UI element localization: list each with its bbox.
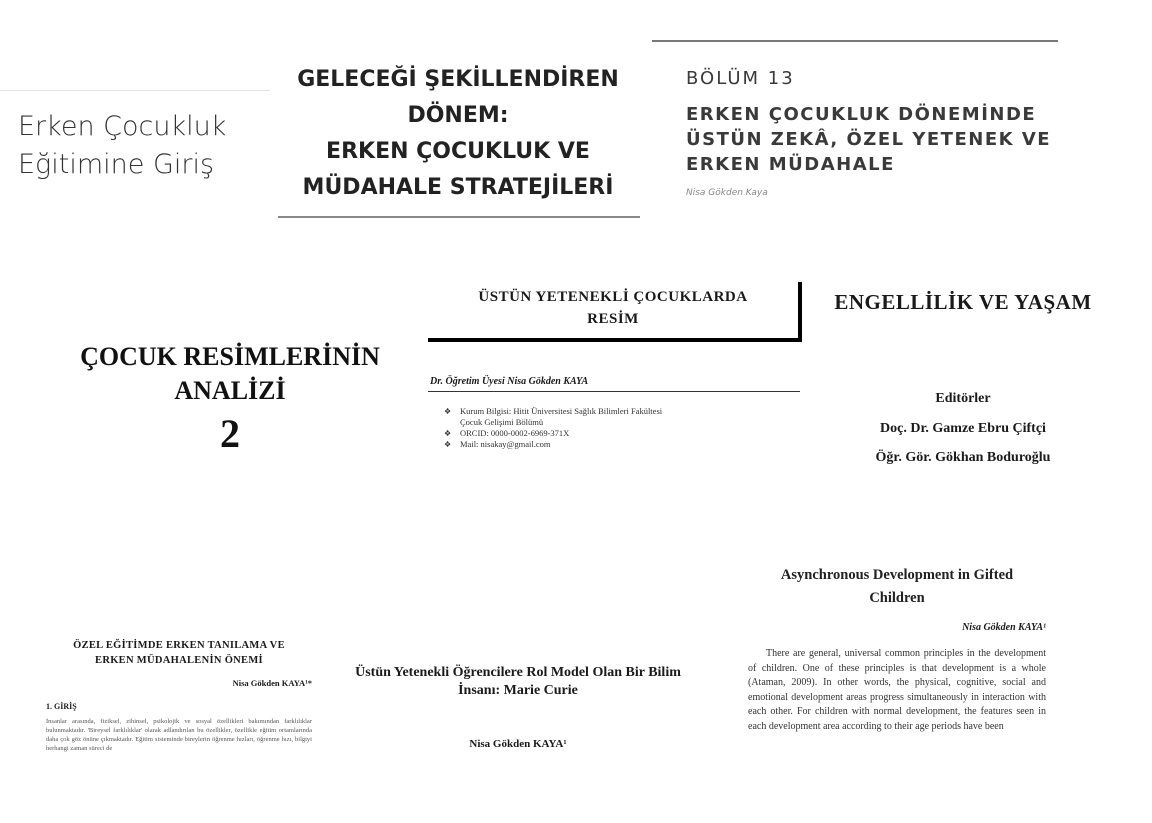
chapter-title-line2: RESİM	[587, 311, 639, 327]
chapter-number: BÖLÜM 13	[686, 68, 795, 89]
chapter-title-line3: ERKEN MÜDAHALE	[686, 154, 895, 175]
diamond-bullet-icon: ❖	[444, 440, 452, 449]
chapter-title-line2: İnsanı: Marie Curie	[458, 683, 578, 698]
book-title-line1: ÇOCUK RESİMLERİNİN	[80, 342, 380, 371]
author-info-list	[444, 406, 784, 450]
diamond-bullet-icon: ❖	[444, 407, 452, 416]
chapter-title	[686, 102, 1066, 177]
chapter-page-asynchronous-development	[748, 564, 1046, 763]
chapter-page-ozel-egitim	[46, 638, 312, 753]
book-title-cocuk-resimleri	[60, 340, 400, 457]
info-department: Çocuk Gelişimi Bölümü	[460, 417, 544, 427]
chapter-author: Nisa Gökden KAYA¹	[962, 622, 1046, 633]
volume-number: 2	[220, 411, 240, 456]
list-item	[444, 439, 784, 450]
info-orcid: ORCID: 0000-0002-6969-371X	[460, 428, 570, 438]
cover-title-line2: Eğitimine Giriş	[18, 149, 215, 180]
cover-title-line2: DÖNEM:	[407, 103, 509, 128]
chapter-title	[748, 564, 1046, 610]
chapter-title-line1: ÖZEL EĞİTİMDE ERKEN TANILAMA VE	[73, 640, 285, 651]
chapter-title-line2: Children	[869, 590, 925, 606]
editors-label: Editörler	[935, 391, 991, 406]
divider	[428, 391, 800, 392]
divider	[652, 40, 1058, 42]
chapter-title-line1: Asynchronous Development in Gifted	[780, 567, 1014, 583]
info-mail: Mail: nisakay@gmail.com	[460, 439, 551, 449]
list-item	[444, 428, 784, 439]
chapter-author: Dr. Öğretim Üyesi Nisa Gökden KAYA	[430, 376, 589, 387]
section-heading: 1. GİRİŞ	[46, 702, 77, 711]
chapter-title	[46, 638, 312, 668]
divider	[0, 90, 270, 91]
chapter-title-line2: ÜSTÜN ZEKÂ, ÖZEL YETENEK VE	[686, 129, 1052, 150]
editor-name: Öğr. Gör. Gökhan Boduroğlu	[875, 450, 1051, 465]
diamond-bullet-icon: ❖	[444, 429, 452, 438]
cover-title-line1: GELECEĞİ ŞEKİLLENDİREN	[297, 67, 619, 92]
chapter-author: Nisa Gökden KAYA¹	[469, 738, 567, 750]
chapter-author: Nisa Gökden Kaya	[686, 188, 768, 198]
chapter-title-line1: ÜSTÜN YETENEKLİ ÇOCUKLARDA	[478, 289, 748, 305]
cover-title-line4: MÜDAHALE STRATEJİLERİ	[302, 175, 614, 200]
book-title: ENGELLİLİK VE YAŞAM	[834, 290, 1092, 314]
list-item	[444, 406, 784, 417]
chapter-title-line1: ERKEN ÇOCUKLUK DÖNEMİNDE	[686, 104, 1037, 125]
book-title-engellilik-ve-yasam	[818, 290, 1108, 466]
body-text: There are general, universal common principles in the development of children. One of these principles is that development is a whole (Ataman, 2009). In other words, the physical, cognitive, social and emotional development areas progress simultaneously in interaction with each other. For children with normal development, the features seen in each development area according to their age periods have been	[748, 648, 1046, 732]
chapter-title-box	[428, 282, 802, 342]
cover-title-line3: ERKEN ÇOCUKLUK VE	[326, 139, 590, 164]
book-title-line2: ANALİZİ	[174, 376, 286, 405]
chapter-page-marie-curie	[334, 664, 702, 750]
book-title	[60, 340, 400, 408]
chapter-title	[334, 664, 702, 700]
cover-title-line1: Erken Çocukluk	[18, 111, 227, 142]
chapter-author: Nisa Gökden KAYA¹*	[232, 678, 312, 688]
body-text: İnsanlar arasında, fiziksel, zihinsel, psikolojik ve sosyal özellikleri bakımından farklılıklar bulunmaktadır. 'Bireysel farklılıklar' olarak adlandırılan bu özellikler, özellikle eğitim ortamlarında daha çok göz önüne çıkmaktadır. Eğitim sisteminde bireylerin öğrenme hızları, öğrenme hızı, bilgiyi herhangi zaman süreci de	[46, 718, 312, 752]
info-institution: Kurum Bilgisi: Hitit Üniversitesi Sağlık Bilimleri Fakültesi	[460, 406, 663, 416]
editor-name: Doç. Dr. Gamze Ebru Çiftçi	[880, 421, 1046, 436]
book-cover-erken-cocukluk	[18, 108, 268, 184]
chapter-title-line2: ERKEN MÜDAHALENİN ÖNEMİ	[95, 655, 263, 666]
divider	[278, 216, 640, 218]
list-item	[444, 417, 784, 428]
book-cover-gelecegi-sekillendiren	[276, 62, 640, 206]
chapter-title-line1: Üstün Yetenekli Öğrencilere Rol Model Olan Bir Bilim	[355, 665, 681, 680]
